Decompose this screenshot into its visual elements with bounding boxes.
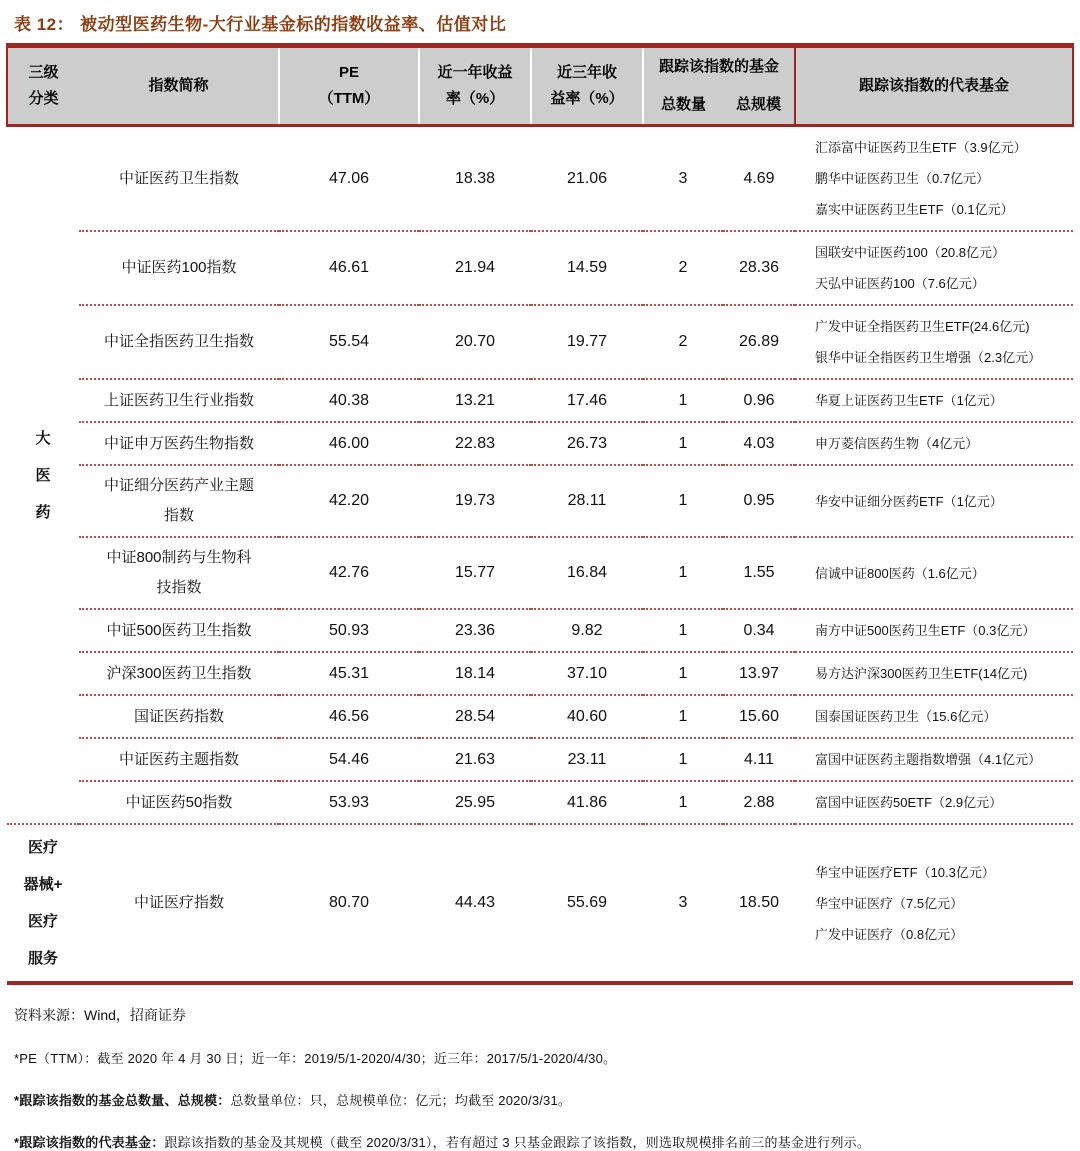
fund-count-cell: 1 [643, 379, 723, 422]
note-representative-funds [14, 1132, 1066, 1151]
table-row [7, 609, 1073, 652]
index-name-cell: 中证医疗指数 [79, 824, 279, 983]
return-1y-cell: 15.77 [419, 537, 531, 609]
fund-scale-cell: 0.96 [723, 379, 795, 422]
category-cell: 大 医 药 [35, 429, 51, 521]
table-row [7, 781, 1073, 824]
return-1y-cell: 28.54 [419, 695, 531, 738]
return-3y-cell: 19.77 [531, 305, 643, 379]
representative-funds-cell: 南方中证500医药卫生ETF（0.3亿元） [795, 609, 1073, 652]
index-name-cell: 中证细分医药产业主题 指数 [79, 465, 279, 537]
index-name-cell: 中证医药主题指数 [79, 738, 279, 781]
fund-count-cell: 1 [643, 465, 723, 537]
fund-count-cell: 1 [643, 738, 723, 781]
return-1y-cell: 13.21 [419, 379, 531, 422]
return-3y-cell: 26.73 [531, 422, 643, 465]
return-3y-cell: 9.82 [531, 609, 643, 652]
table-row [7, 126, 1073, 232]
index-name-cell: 中证医药卫生指数 [118, 169, 239, 187]
index-name-cell: 上证医药卫生行业指数 [79, 379, 279, 422]
return-1y-cell: 23.36 [419, 609, 531, 652]
fund-count-cell: 1 [643, 422, 723, 465]
index-name-cell: 中证全指医药卫生指数 [79, 305, 279, 379]
representative-funds-cell: 国联安中证医药100（20.8亿元） 天弘中证医药100（7.6亿元） [795, 231, 1073, 305]
fund-scale-cell: 2.88 [723, 781, 795, 824]
index-name-cell: 沪深300医药卫生指数 [79, 652, 279, 695]
fund-count-cell: 1 [643, 537, 723, 609]
fund-scale-cell: 28.36 [723, 231, 795, 305]
fund-count-cell: 3 [643, 824, 723, 983]
header-fund-count: 总数量 [643, 86, 723, 126]
pe-cell: 40.38 [279, 379, 419, 422]
fund-scale-cell: 0.34 [723, 609, 795, 652]
return-3y-cell: 23.11 [531, 738, 643, 781]
table-row [7, 652, 1073, 695]
note-representative-funds-text: 跟踪该指数的基金及其规模（截至 2020/3/31），若有超过 3 只基金跟踪了该指数，则选取规模排名前三的基金进行列示。 [164, 1135, 871, 1150]
note-pe: *PE（TTM）：截至 2020 年 4 月 30 日；近一年：2019/5/1-2020/4/30；近三年：2017/5/1-2020/4/30。 [14, 1051, 617, 1066]
pe-cell: 50.93 [279, 609, 419, 652]
table-row [7, 305, 1073, 379]
pe-cell: 45.31 [279, 652, 419, 695]
table-body [7, 126, 1073, 984]
table-row [7, 738, 1073, 781]
table-number-label: 表 12： [14, 15, 75, 34]
fund-count-cell: 1 [643, 609, 723, 652]
return-3y-cell: 14.59 [531, 231, 643, 305]
table-row [7, 422, 1073, 465]
representative-funds-cell: 易方达沪深300医药卫生ETF(14亿元) [795, 652, 1073, 695]
table-row [7, 824, 1073, 983]
header-return-1y: 近一年收益 率（%） [419, 46, 531, 126]
fund-count-cell: 1 [643, 781, 723, 824]
index-name-cell: 国证医药指数 [79, 695, 279, 738]
return-1y-cell: 44.43 [419, 824, 531, 983]
note-fund-scale-text: 总数量单位：只，总规模单位：亿元；均截至 2020/3/31。 [230, 1093, 572, 1108]
return-1y-cell: 18.14 [419, 652, 531, 695]
return-1y-cell: 19.73 [419, 465, 531, 537]
fund-scale-cell: 4.11 [723, 738, 795, 781]
fund-scale-cell: 4.03 [723, 422, 795, 465]
pe-cell: 47.06 [328, 169, 370, 187]
pe-cell: 53.93 [279, 781, 419, 824]
data-source-note: 资料来源：Wind，招商证券 [14, 1007, 186, 1023]
pe-cell: 80.70 [279, 824, 419, 983]
representative-funds-cell: 汇添富中证医药卫生ETF（3.9亿元） 鹏华中证医药卫生（0.7亿元） 嘉实中证医药卫生ETF（0.1亿元） [815, 140, 1027, 217]
note-representative-funds-label: *跟踪该指数的代表基金： [14, 1135, 165, 1150]
representative-funds-cell: 富国中证医药50ETF（2.9亿元） [795, 781, 1073, 824]
pe-cell: 46.00 [279, 422, 419, 465]
index-name-cell: 中证申万医药生物指数 [79, 422, 279, 465]
header-fund-scale: 总规模 [723, 86, 795, 126]
index-name-cell: 中证医药50指数 [79, 781, 279, 824]
table-row [7, 231, 1073, 305]
category-cell: 医疗 器械+ 医疗 服务 [7, 824, 79, 983]
table-row [7, 465, 1073, 537]
pe-cell: 42.76 [279, 537, 419, 609]
header-fund-group: 跟踪该指数的基金 [643, 46, 795, 87]
table-footer [0, 1005, 1080, 1151]
return-1y-cell: 22.83 [419, 422, 531, 465]
pe-cell: 54.46 [279, 738, 419, 781]
pe-cell: 55.54 [279, 305, 419, 379]
fund-count-cell: 1 [643, 652, 723, 695]
note-fund-scale-label: *跟踪该指数的基金总数量、总规模： [14, 1093, 231, 1108]
fund-scale-cell: 1.55 [723, 537, 795, 609]
representative-funds-cell: 广发中证全指医药卫生ETF(24.6亿元) 银华中证全指医药卫生增强（2.3亿元） [795, 305, 1073, 379]
representative-funds-cell: 富国中证医药主题指数增强（4.1亿元） [795, 738, 1073, 781]
table-title [0, 0, 1080, 43]
table-row [7, 379, 1073, 422]
return-3y-cell: 17.46 [531, 379, 643, 422]
return-1y-cell: 21.94 [419, 231, 531, 305]
pe-cell: 46.61 [279, 231, 419, 305]
fund-scale-cell: 4.69 [743, 169, 775, 187]
header-pe: PE （TTM） [279, 46, 419, 126]
fund-scale-cell: 15.60 [723, 695, 795, 738]
representative-funds-cell: 申万菱信医药生物（4亿元） [795, 422, 1073, 465]
fund-scale-cell: 26.89 [723, 305, 795, 379]
return-3y-cell: 40.60 [531, 695, 643, 738]
return-1y-cell: 20.70 [419, 305, 531, 379]
representative-funds-cell: 华夏上证医药卫生ETF（1亿元） [795, 379, 1073, 422]
fund-scale-cell: 13.97 [723, 652, 795, 695]
pe-cell: 42.20 [279, 465, 419, 537]
table-title-text: 被动型医药生物-大行业基金标的指数收益率、估值对比 [80, 15, 507, 34]
fund-scale-cell: 0.95 [723, 465, 795, 537]
representative-funds-cell: 华安中证细分医药ETF（1亿元） [795, 465, 1073, 537]
fund-count-cell: 3 [678, 169, 688, 187]
index-comparison-table [6, 43, 1074, 985]
return-1y-cell: 25.95 [419, 781, 531, 824]
return-1y-cell: 21.63 [419, 738, 531, 781]
return-1y-cell: 18.38 [454, 169, 496, 187]
note-fund-scale [14, 1090, 1066, 1109]
return-3y-cell: 16.84 [531, 537, 643, 609]
table-row [7, 537, 1073, 609]
header-representative-funds: 跟踪该指数的代表基金 [795, 46, 1073, 126]
representative-funds-cell: 华宝中证医疗ETF（10.3亿元） 华宝中证医疗（7.5亿元） 广发中证医疗（0.8亿元） [795, 824, 1073, 983]
return-3y-cell: 21.06 [566, 169, 608, 187]
index-name-cell: 中证医药100指数 [79, 231, 279, 305]
fund-count-cell: 2 [643, 305, 723, 379]
return-3y-cell: 37.10 [531, 652, 643, 695]
table-header [7, 46, 1073, 126]
header-category: 三级 分类 [7, 46, 79, 126]
table-row [7, 695, 1073, 738]
representative-funds-cell: 信诚中证800医药（1.6亿元） [795, 537, 1073, 609]
return-3y-cell: 41.86 [531, 781, 643, 824]
index-name-cell: 中证500医药卫生指数 [79, 609, 279, 652]
return-3y-cell: 55.69 [531, 824, 643, 983]
fund-count-cell: 1 [643, 695, 723, 738]
pe-cell: 46.56 [279, 695, 419, 738]
fund-scale-cell: 18.50 [723, 824, 795, 983]
header-index-name: 指数简称 [79, 46, 279, 126]
fund-count-cell: 2 [643, 231, 723, 305]
header-return-3y: 近三年收 益率（%） [531, 46, 643, 126]
index-name-cell: 中证800制药与生物科 技指数 [79, 537, 279, 609]
return-3y-cell: 28.11 [531, 465, 643, 537]
representative-funds-cell: 国泰国证医药卫生（15.6亿元） [795, 695, 1073, 738]
